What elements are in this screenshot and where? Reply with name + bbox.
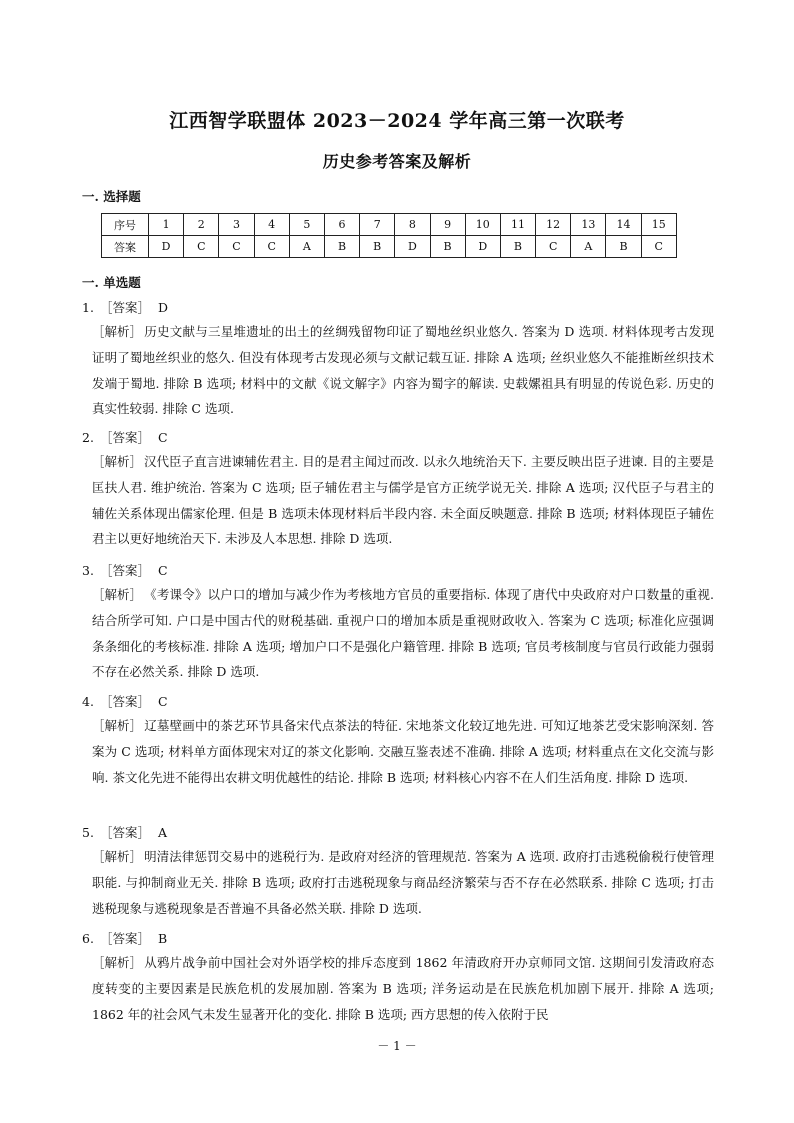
analysis-text: 明清法律惩罚交易中的逃税行为. 是政府对经济的管理规范. 答案为 A 选项. 政府打击逃税偷税行使管理职能. 与抑制商业无关. 排除 B 选项; 政府打击逃税现象与商品经济繁荣与否不存在必然联系. 排除 C 选项; 打击逃税现象与逃税现象是否普遍不具备必然关联. 排除 D 选项. (92, 849, 714, 916)
question-number: 3. (82, 563, 94, 578)
analysis-paragraph (92, 319, 714, 422)
table-cell-answer: D (149, 236, 184, 258)
table-cell-answer: B (606, 236, 641, 258)
answer-label: ［答案］ (100, 931, 151, 946)
analysis-label: ［解析］ (92, 955, 143, 970)
table-cell-answer: B (360, 236, 395, 258)
question-block (82, 691, 714, 790)
answer-value: C (158, 563, 168, 578)
table-cell-answer: B (430, 236, 465, 258)
question-block (82, 822, 714, 921)
analysis-paragraph (92, 844, 714, 921)
table-cell-answer: B (500, 236, 535, 258)
table-cell-answer: D (465, 236, 500, 258)
question-block (82, 297, 714, 422)
question-number: 1. (82, 300, 94, 315)
answer-value: D (158, 300, 169, 315)
analysis-text: 从鸦片战争前中国社会对外语学校的排斥态度到 1862 年清政府开办京师同文馆. 这期间引发清政府态度转变的主要因素是民族危机的发展加剧. 答案为 B 选项; 洋务运动是在民族危机加剧下展开. 排除 A 选项; 1862 年的社会风气未发生显著开化的变化. 排除 B 选项; 西方思想的传入依附于民 (92, 955, 714, 1022)
answer-table-answer-row (102, 236, 677, 258)
answer-label: ［答案］ (100, 430, 151, 445)
table-cell-number: 6 (324, 214, 359, 236)
answer-label: ［答案］ (100, 694, 151, 709)
analysis-text: 辽墓壁画中的茶艺环节具备宋代点茶法的特征. 宋地茶文化较辽地先进. 可知辽地茶艺受宋影响深刻. 答案为 C 选项; 材料单方面体现宋对辽的茶文化影响. 交融互鉴表述不准确. 排除 A 选项; 材料重点在文化交流与影响. 茶文化先进不能得出农耕文明优越性的结论. 排除 B 选项; 材料核心内容不在人们生活角度. 排除 D 选项. (92, 718, 714, 785)
table-cell-number: 8 (395, 214, 430, 236)
question-block (82, 427, 714, 552)
answer-table-number-row (102, 214, 677, 236)
answer-value: C (158, 694, 168, 709)
section-heading-choice: 一. 选择题 (82, 189, 141, 204)
table-cell-number: 1 (149, 214, 184, 236)
answer-line (82, 928, 714, 950)
analysis-label: ［解析］ (92, 718, 143, 733)
answer-line (82, 427, 714, 449)
analysis-text: 《考课令》以户口的增加与减少作为考核地方官员的重要指标. 体现了唐代中央政府对户口数量的重视. 结合所学可知. 户口是中国古代的财税基础. 重视户口的增加本质是重视财政收入. 答案为 C 选项; 标准化应强调条条细化的考核标准. 排除 A 选项; 增加户口不是强化户籍管理. 排除 B 选项; 官员考核制度与官员行政能力强弱不存在必然关系. 排除 D 选项. (92, 587, 714, 680)
table-cell-number: 11 (500, 214, 535, 236)
answer-line (82, 691, 714, 713)
page-number: － 1 － (377, 1039, 417, 1053)
table-cell-number: 14 (606, 214, 641, 236)
section-heading-single: 一. 单选题 (82, 275, 141, 290)
answer-label: ［答案］ (100, 825, 151, 840)
table-cell-answer: A (289, 236, 324, 258)
answer-value: A (158, 825, 168, 840)
table-cell-number: 13 (571, 214, 606, 236)
answer-label: ［答案］ (100, 563, 151, 578)
answer-table (101, 213, 677, 258)
table-cell-answer: C (219, 236, 254, 258)
table-row-label: 序号 (102, 214, 149, 236)
analysis-paragraph (92, 449, 714, 552)
table-cell-number: 10 (465, 214, 500, 236)
analysis-paragraph (92, 582, 714, 685)
question-number: 2. (82, 430, 94, 445)
table-cell-answer: C (536, 236, 571, 258)
question-number: 5. (82, 825, 94, 840)
table-cell-answer: D (395, 236, 430, 258)
answer-label: ［答案］ (100, 300, 151, 315)
analysis-label: ［解析］ (92, 849, 143, 864)
answer-value: C (158, 430, 168, 445)
table-cell-answer: B (324, 236, 359, 258)
analysis-text: 汉代臣子直言进谏辅佐君主. 目的是君主闻过而改. 以永久地统治天下. 主要反映出臣子进谏. 目的主要是匡扶人君. 维护统治. 答案为 C 选项; 臣子辅佐君主与儒学是官方正统学说无关. 排除 A 选项; 汉代臣子与君主的辅佐关系体现出儒家伦理. 但是 B 选项未体现材料后半段内容. 未全面反映题意. 排除 B 选项; 材料体现臣子辅佐君主以更好地统治天下. 未涉及人本思想. 排除 D 选项. (92, 454, 714, 547)
analysis-label: ［解析］ (92, 454, 143, 469)
table-cell-number: 5 (289, 214, 324, 236)
table-cell-number: 7 (360, 214, 395, 236)
answer-line (82, 297, 714, 319)
table-cell-number: 2 (184, 214, 219, 236)
table-cell-number: 4 (254, 214, 289, 236)
table-cell-answer: A (571, 236, 606, 258)
analysis-text: 历史文献与三星堆遗址的出土的丝绸残留物印证了蜀地丝织业悠久. 答案为 D 选项. 材料体现考古发现证明了蜀地丝织业的悠久. 但没有体现考古发现必须与文献记载互证. 排除 A 选项; 丝织业悠久不能推断丝织技术发端于蜀地. 排除 B 选项; 材料中的文献《说文解字》内容为蜀字的解读. 史载嫘祖具有明显的传说色彩. 历史的真实性较弱. 排除 C 选项. (92, 324, 714, 417)
question-number: 4. (82, 694, 94, 709)
page-title: 江西智学联盟体 2023－2024 学年高三第一次联考 (169, 110, 625, 132)
answer-line (82, 822, 714, 844)
analysis-label: ［解析］ (92, 587, 143, 602)
answer-value: B (158, 931, 168, 946)
analysis-paragraph (92, 950, 714, 1027)
table-row-label: 答案 (102, 236, 149, 258)
table-cell-number: 12 (536, 214, 571, 236)
question-number: 6. (82, 931, 94, 946)
table-cell-number: 15 (641, 214, 676, 236)
question-block (82, 928, 714, 1027)
analysis-paragraph (92, 713, 714, 790)
analysis-label: ［解析］ (92, 324, 143, 339)
table-cell-answer: C (254, 236, 289, 258)
answer-line (82, 560, 714, 582)
table-cell-answer: C (641, 236, 676, 258)
table-cell-answer: C (184, 236, 219, 258)
table-cell-number: 3 (219, 214, 254, 236)
table-cell-number: 9 (430, 214, 465, 236)
page-subtitle: 历史参考答案及解析 (322, 152, 472, 171)
question-block (82, 560, 714, 685)
